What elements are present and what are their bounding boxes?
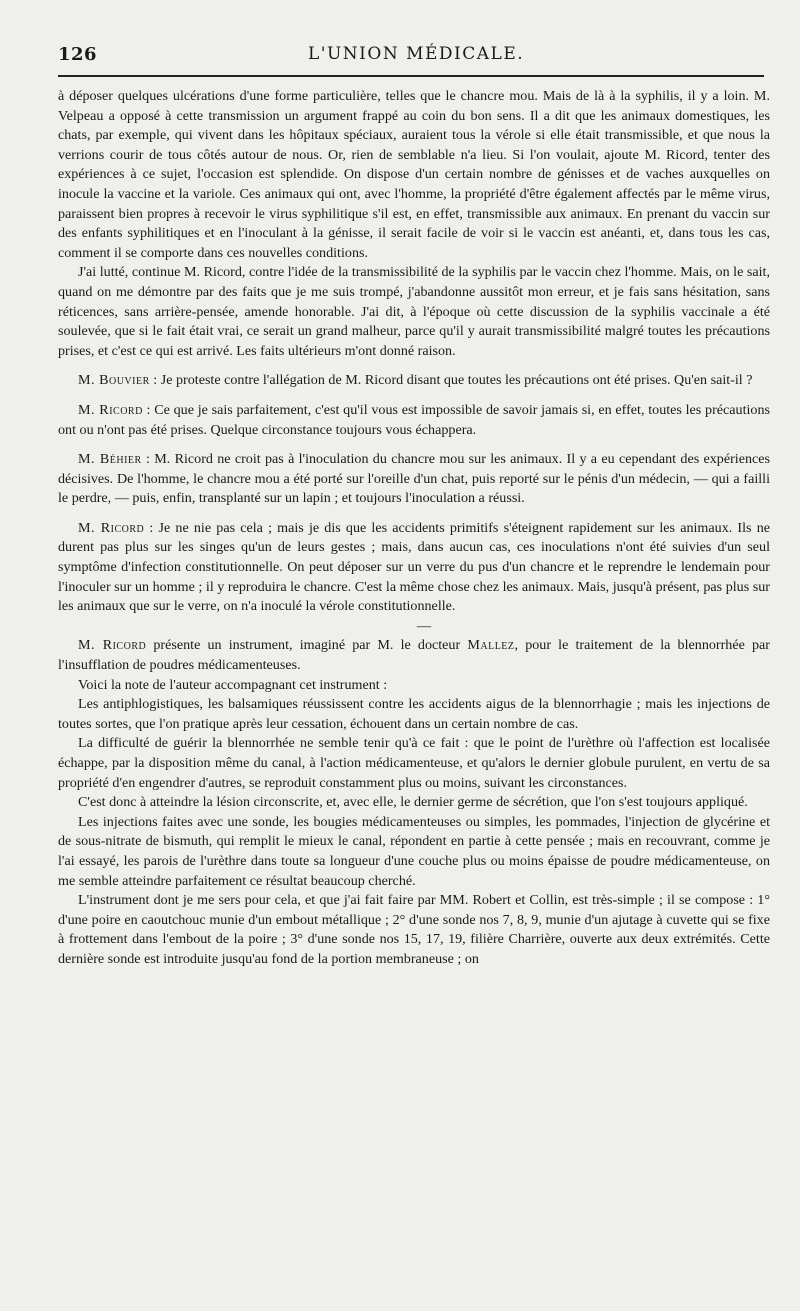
- paragraph: J'ai lutté, continue M. Ricord, contre l'idée de la transmissibilité de la syphilis par le vaccin chez l'homme. Mais, on le sait, quand on me démontre par des faits que je me suis trompé, j'abandonne aussitôt mon erreur, et je fais sans hésitation, sans réticences, sans arrière-pensée, amende honorable. J'ai dit, à l'époque où cette discussion de la syphilis vaccinale a été soulevée, que si le fait était vrai, ce serait un grand malheur, parce qu'il y aurait transmissibilité malgré toutes les précautions prises, et c'est ce qui est arrivé. Les faits ultérieurs m'ont donné raison.: [58, 264, 770, 359]
- paragraph-behier: M. Béhier : M. Ricord ne croit pas à l'inoculation du chancre mou sur les animaux. Il y a eu cependant des expériences décisives. De l'homme, le chancre mou a été porté sur l'oreille d'un chat, puis reporté sur le pénis d'un médecin, — qui a failli le perdre, — puis, enfin, transplanté sur un lapin ; et toujours l'inoculation a réussi.: [58, 451, 770, 507]
- section-separator: —: [416, 617, 432, 634]
- paragraph-ricord: M. Ricord : Ce que je sais parfaitement, c'est qu'il vous est impossible de savoir jamais si, en effet, toutes les précautions ont ou n'ont pas été prises. Quelque circonstance toujours vous échappera.: [58, 401, 770, 438]
- paragraph-ricord: M. Ricord : Je ne nie pas cela ; mais je dis que les accidents primitifs s'éteignent rapidement sur les animaux. Ils ne durent pas plus sur les singes qu'un de leurs gestes ; mais, dans aucun cas, ces inoculations n'ont été suivies d'un seul symptôme d'infection constitutionnelle. On peut déposer sur un verre du pus d'un chancre et le reprendre le lendemain pour l'inoculer sur un homme ; il y reproduira le chancre. C'est la même chose chez les animaux. Mais, jusqu'à présent, pas plus sur les animaux que sur le verre, on n'a inoculé la vérole constitutionnelle.: [58, 519, 770, 615]
- paragraph: Voici la note de l'auteur accompagnant cet instrument :: [78, 676, 388, 693]
- paragraph: Les antiphlogistiques, les balsamiques réussissent contre les accidents aigus de la blennorrhagie ; mais les injections de toutes sortes, que l'on pratique après leur cessation, échouent dans un certain nombre de cas.: [58, 696, 770, 732]
- paragraph: Les injections faites avec une sonde, les bougies médicamenteuses ou simples, les pommades, l'injection de glycérine et de sous-nitrate de bismuth, qui remplit le mieux le canal, répondent en partie à cette pensée ; mais en recouvrant, comme je l'ai essayé, les parois de l'urèthre dans toute sa longueur d'une couche plus ou moins épaisse de poudre médicamenteuse, on me semble atteindre parfaitement ce résultat beaucoup cherché.: [58, 813, 770, 889]
- paragraph-bouvier: M. Bouvier : Je proteste contre l'allégation de M. Ricord disant que toutes les précautions ont été prises. Qu'en sait-il ?: [78, 372, 753, 389]
- speaker-name: M. Béhier: [78, 451, 142, 468]
- author-name: Mallez: [467, 637, 515, 654]
- running-title: L'UNION MÉDICALE.: [308, 44, 525, 64]
- paragraph-instrument: M. Ricord présente un instrument, imaginé par M. le docteur Mallez, pour le traitement de la blennorrhée par l'insufflation de poudres médicamenteuses.: [58, 637, 771, 674]
- paragraph: C'est donc à atteindre la lésion circonscrite, et, avec elle, le dernier germe de sécrétion, que l'on s'est toujours appliqué.: [78, 794, 748, 811]
- paragraph: L'instrument dont je me sers pour cela, et que j'ai fait faire par MM. Robert et Collin, est très-simple ; il se compose : 1° d'une poire en caoutchouc munie d'un embout métallique ; 2° d'une sonde nos 7, 8, 9, munie d'un ajutage à cuvette qui se fixe à frottement dans l'embout de la poire ; 3° d'une sonde nos 15, 17, 19, filière Charrière, ouverte aux deux extrémités. Cette dernière sonde est introduite jusqu'au fond de la portion membraneuse ; on: [58, 892, 770, 967]
- header-rule: [58, 75, 764, 77]
- speaker-name: M. Ricord: [78, 401, 143, 418]
- paragraph: à déposer quelques ulcérations d'une forme particulière, telles que le chancre mou. Mais de là à la syphilis, il y a loin. M. Velpeau a opposé à cette transmission un argument frappé au coin du bon sens. Il a dit que les animaux domestiques, les chats, par exemple, qui vivent dans les hôpitaux spéciaux, auraient tous la vérole si elle était transmissible, et que nous la verrions courir de tous côtés autour de nous. Or, rien de semblable n'a lieu. Si l'on voulait, ajoute M. Ricord, tenter des expériences à ce sujet, l'occasion est splendide. On dispose d'un certain nombre de génisses et de vaches auxquelles on inocule la vaccine et la variole. Ces animaux qui ont, avec l'homme, la propriété d'être également affectés par le même virus, paraissent bien propres à recevoir le virus syphilitique s'il est, en effet, transmissible aux animaux. En prenant du vaccin sur des enfants syphilitiques et en l'inoculant à la génisse, il serait facile de voir si le vaccin est anéanti, et, dans tous les cas, comment il se comporte dans ces nouvelles conditions.: [58, 88, 770, 261]
- speaker-name: M. Ricord: [78, 637, 147, 654]
- speaker-name: M. Bouvier: [78, 372, 150, 389]
- page-header: [58, 44, 764, 74]
- article-body: [58, 87, 770, 970]
- speaker-name: M. Ricord: [78, 519, 145, 536]
- page-number: 126: [58, 44, 98, 65]
- paragraph: La difficulté de guérir la blennorrhée ne semble tenir qu'à ce fait : que le point de l'urèthre où l'affection est localisée échappe, par la disposition même du canal, à l'action médicamenteuse, et qu'alors le dernier globule purulent, en vertu de sa propriété d'en engendrer d'autres, se reproduit constamment plus ou moins, suivant les circonstances.: [58, 735, 770, 791]
